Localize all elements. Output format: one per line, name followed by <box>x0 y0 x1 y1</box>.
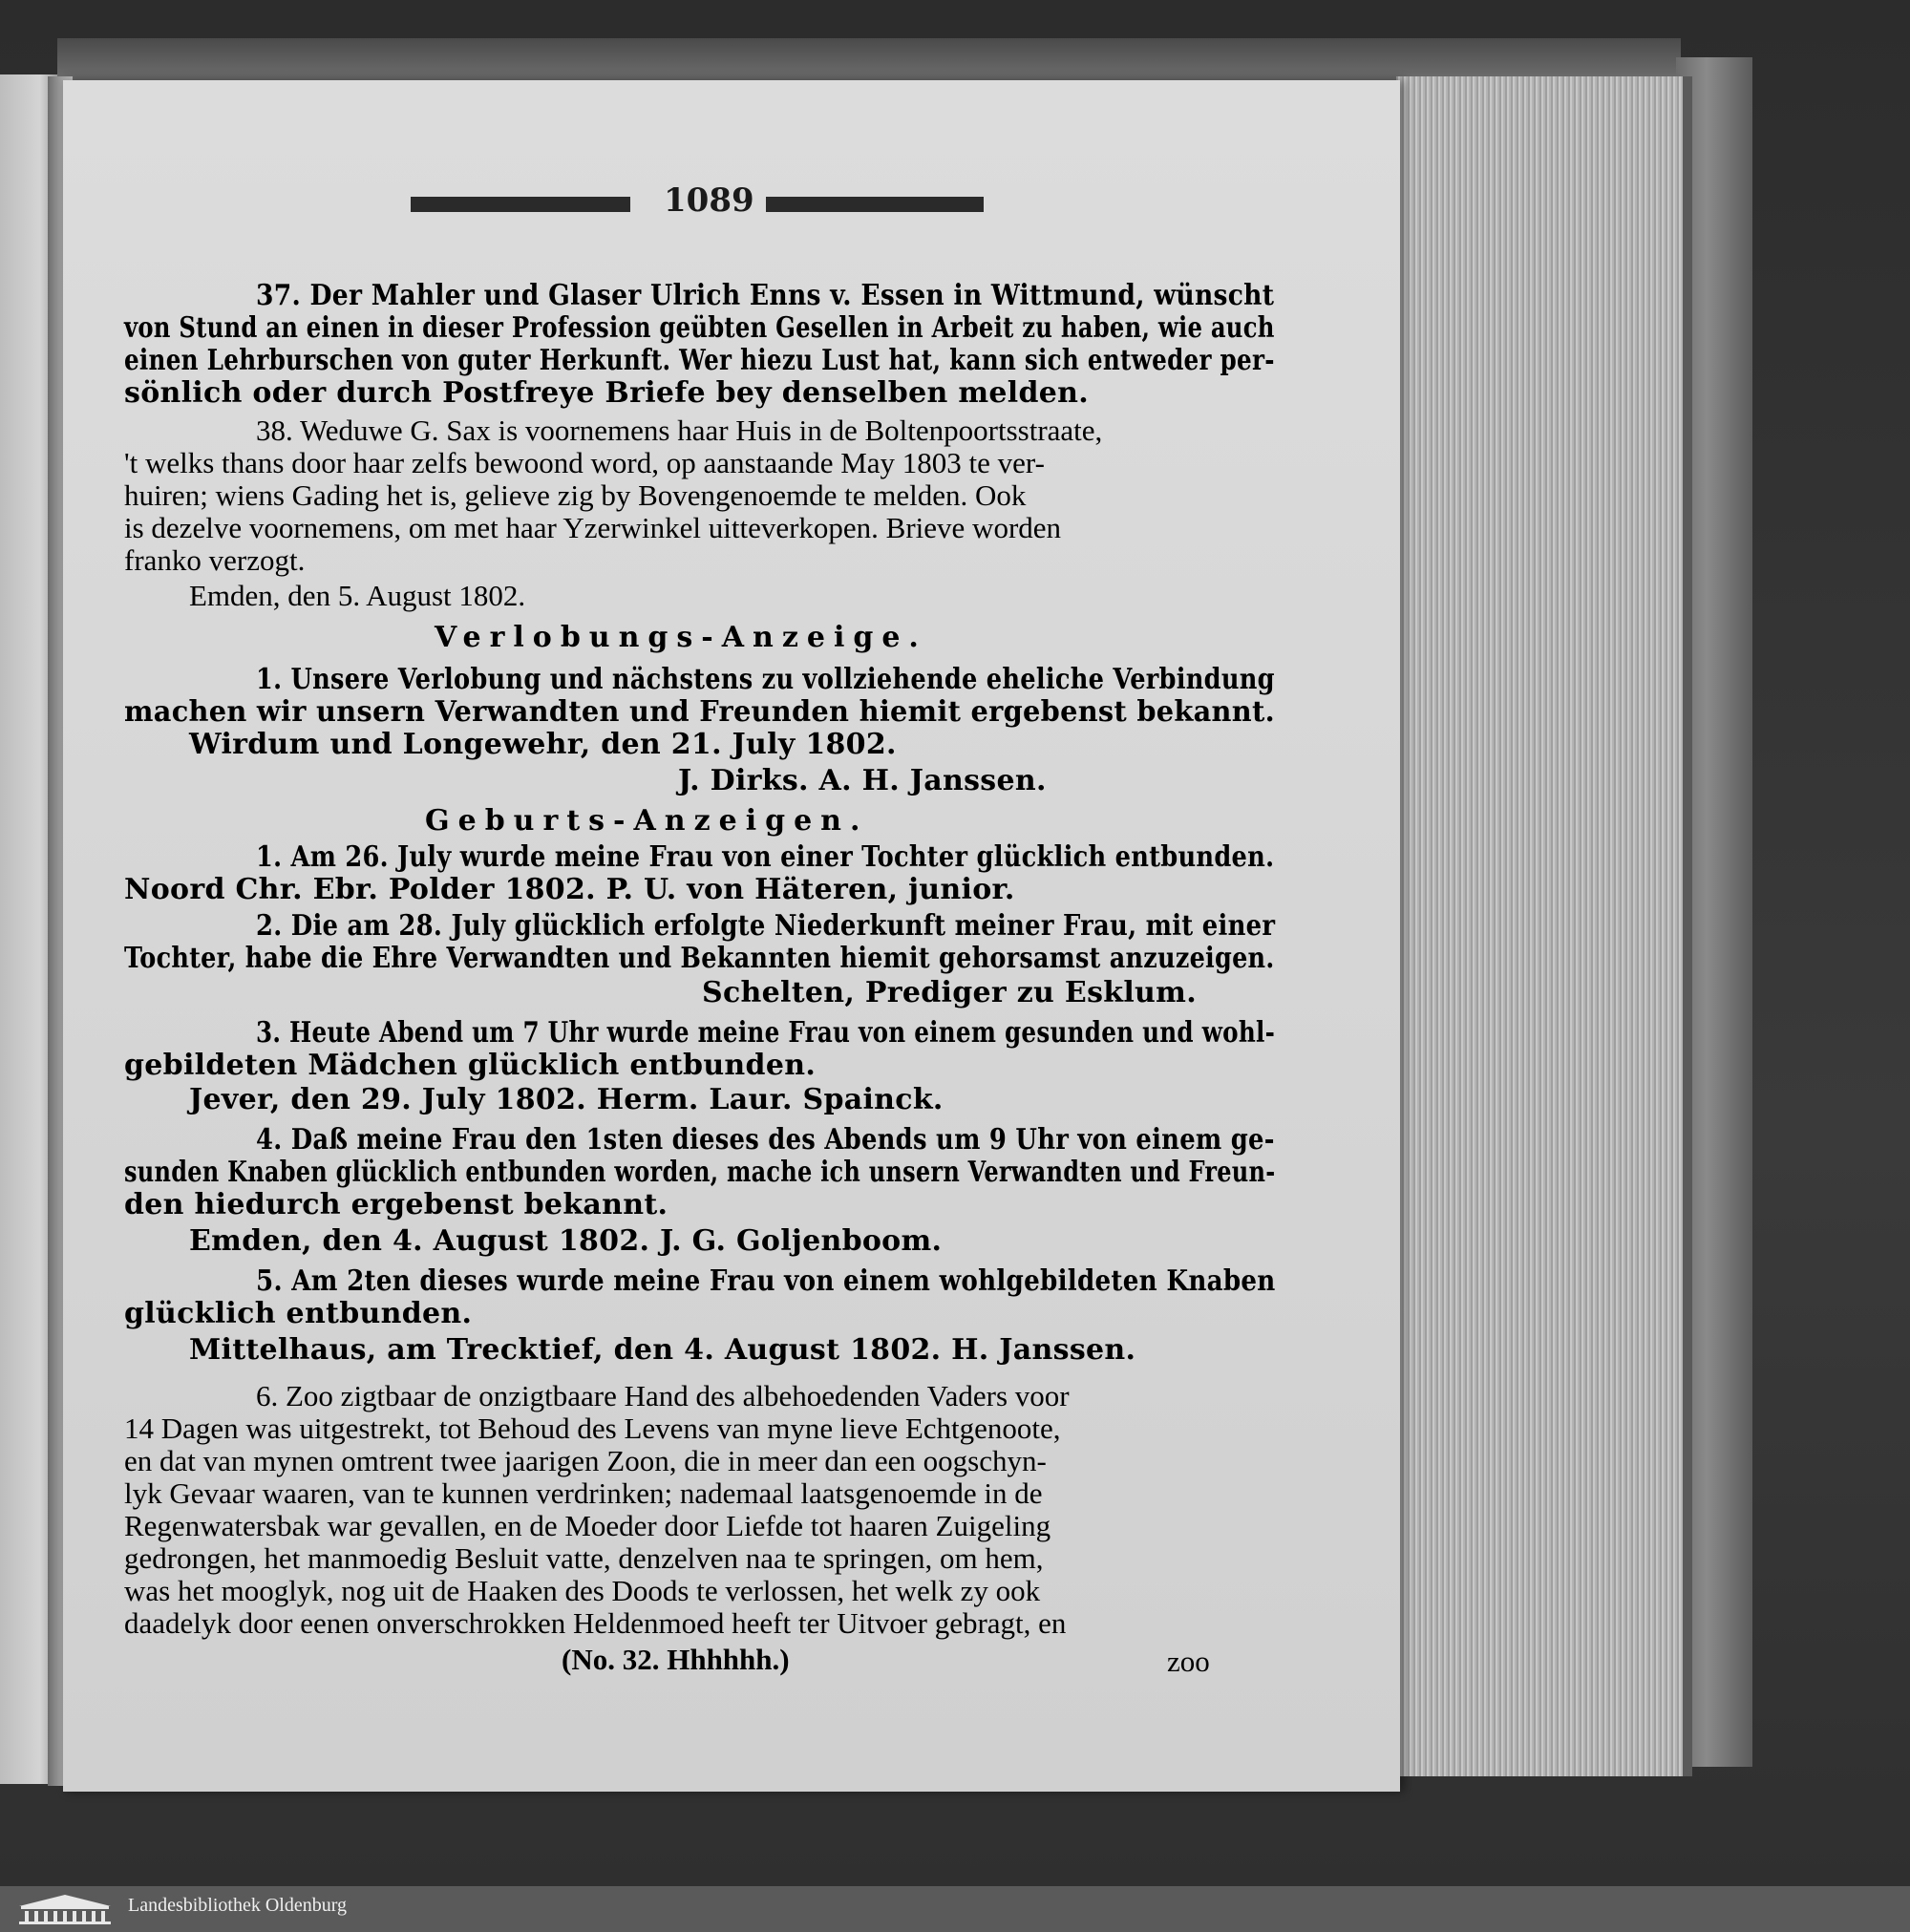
book-top-edge <box>57 38 1681 80</box>
text-line: Mittelhaus, am Trecktief, den 4. August 1802. H. Janssen. <box>189 1333 1136 1367</box>
text-line: von Stund an einen in dieser Profession geübten Gesellen in Arbeit zu haben, wie auch <box>124 311 1275 345</box>
text-line: is dezelve voornemens, om met haar Yzerwinkel uitteverkopen. Brieve worden <box>124 511 1062 544</box>
text-line: 3. Heute Abend um 7 Uhr wurde meine Frau von einem gesunden und wohl- <box>256 1016 1276 1050</box>
library-building-icon <box>17 1893 113 1925</box>
text-line: Emden, den 4. August 1802. J. G. Goljenboom. <box>189 1224 943 1258</box>
text-line: Regenwatersbak war gevallen, en de Moeder door Liefde tot haaren Zuigeling <box>124 1509 1051 1542</box>
text-line: 37. Der Mahler und Glaser Ulrich Enns v. Essen in Wittmund, wünscht <box>256 279 1275 312</box>
text-line: Schelten, Prediger zu Esklum. <box>702 976 1197 1009</box>
text-line: 5. Am 2ten dieses wurde meine Frau von einem wohlgebildeten Knaben <box>256 1264 1276 1298</box>
text-line: lyk Gevaar waaren, van te kunnen verdrinken; nademaal laatsgenoemde in de <box>124 1476 1043 1510</box>
page-block-edges <box>1396 76 1692 1776</box>
text-line: einen Lehrburschen von guter Herkunft. Wer hiezu Lust hat, kann sich entweder per- <box>124 344 1275 377</box>
running-head <box>411 181 984 225</box>
text-line: Wirdum und Longewehr, den 21. July 1802. <box>189 728 897 761</box>
text-line: sönlich oder durch Postfreye Briefe bey denselben melden. <box>124 376 1089 410</box>
section-heading: Verlobungs-Anzeige. <box>435 621 927 654</box>
text-line: machen wir unsern Verwandten und Freunden hiemit ergebenst bekannt. <box>124 695 1275 729</box>
library-name: Landesbibliothek Oldenburg <box>128 1895 348 1916</box>
text-line: 6. Zoo zigtbaar de onzigtbaare Hand des albehoedenden Vaders voor <box>256 1379 1070 1412</box>
text-line: Emden, den 5. August 1802. <box>189 579 526 612</box>
text-line: 14 Dagen was uitgestrekt, tot Behoud des Levens van myne lieve Echtgenoote, <box>124 1412 1061 1445</box>
text-line: gebildeten Mädchen glücklich entbunden. <box>124 1049 817 1082</box>
text-line: den hiedurch ergebenst bekannt. <box>124 1188 668 1221</box>
text-line: en dat van mynen omtrent twee jaarigen Zoon, die in meer dan een oogschyn- <box>124 1444 1047 1477</box>
catchword: zoo <box>1167 1645 1210 1678</box>
page-number: 1089 <box>664 181 754 220</box>
text-line: 4. Daß meine Frau den 1sten dieses des Abends um 9 Uhr von einem ge- <box>256 1123 1275 1157</box>
text-line: gedrongen, het manmoedig Besluit vatte, denzelven naa te springen, om hem, <box>124 1541 1044 1575</box>
text-line: franko verzogt. <box>124 543 306 577</box>
text-line: glücklich entbunden. <box>124 1297 473 1330</box>
header-rule-left <box>411 197 630 212</box>
text-line: 't welks thans door haar zelfs bewoond word, op aanstaande May 1803 te ver- <box>124 446 1045 479</box>
text-line: 2. Die am 28. July glücklich erfolgte Niederkunft meiner Frau, mit einer <box>256 909 1276 943</box>
text-line: Noord Chr. Ebr. Polder 1802. P. U. von Häteren, junior. <box>124 873 1015 906</box>
text-line: J. Dirks. A. H. Janssen. <box>678 764 1047 797</box>
text-line: daadelyk door eenen onverschrokken Heldenmoed heeft ter Uitvoer gebragt, en <box>124 1606 1067 1640</box>
text-line: Tochter, habe die Ehre Verwandten und Bekannten hiemit gehorsamst anzuzeigen. <box>124 942 1275 975</box>
section-heading: Geburts-Anzeigen. <box>425 804 869 838</box>
text-line: was het mooglyk, nog uit de Haaken des Doods te verlossen, het welk zy ook <box>124 1574 1041 1607</box>
text-line: Jever, den 29. July 1802. Herm. Laur. Spainck. <box>189 1083 944 1116</box>
text-line: 1. Am 26. July wurde meine Frau von einer Tochter glücklich entbunden. <box>256 840 1275 874</box>
text-line: 1. Unsere Verlobung und nächstens zu vollziehende eheliche Verbindung <box>256 663 1275 696</box>
header-rule-right <box>766 197 984 212</box>
text-line: 38. Weduwe G. Sax is voornemens haar Huis in de Boltenpoortsstraate, <box>256 414 1103 447</box>
text-line: sunden Knaben glücklich entbunden worden, mache ich unsern Verwandten und Freun- <box>124 1156 1276 1189</box>
text-line: huiren; wiens Gading het is, gelieve zig by Bovengenoemde te melden. Ook <box>124 478 1027 512</box>
signature-mark: (No. 32. Hhhhhh.) <box>562 1643 790 1676</box>
